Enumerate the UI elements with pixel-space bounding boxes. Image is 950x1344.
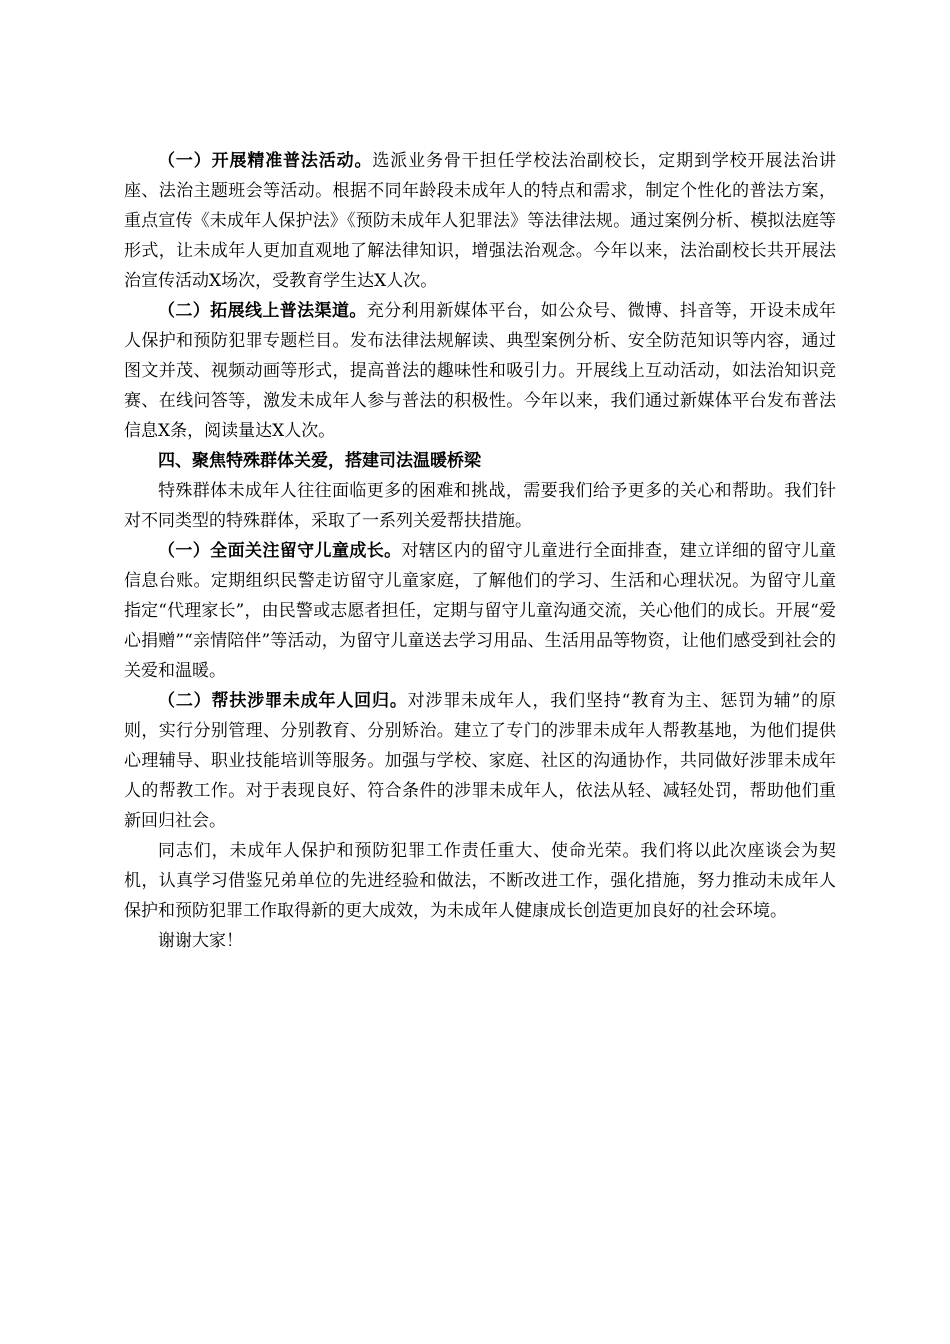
paragraph-lead: （二）帮扶涉罪未成年人回归。 <box>158 691 408 711</box>
paragraph-online-channels <box>124 296 836 446</box>
paragraph-text: 对辖区内的留守儿童进行全面排查，建立详细的留守儿童信息台账。定期组织民警走访留守儿童家庭，了解他们的学习、生活和心理状况。为留守儿童指定“代理家长”，由民警或志愿者担任，定期与留守儿童沟通交流，关心他们的成长。开展“爱心捐赠”“亲情陪伴”等活动，为留守儿童送去学习用品、生活用品等物资，让他们感受到社会的关爱和温暖。 <box>124 541 837 681</box>
paragraph-intro <box>124 476 836 536</box>
paragraph-thanks <box>124 926 836 956</box>
paragraph-text: 对涉罪未成年人，我们坚持“教育为主、惩罚为辅”的原则，实行分别管理、分别教育、分别矫治。建立了专门的涉罪未成年人帮教基地，为他们提供心理辅导、职业技能培训等服务。加强与学校、家庭、社区的沟通协作，共同做好涉罪未成年人的帮教工作。对于表现良好、符合条件的涉罪未成年人，依法从轻、减轻处罚，帮助他们重新回归社会。 <box>124 691 837 831</box>
paragraph-offender-reintegration <box>124 686 836 836</box>
paragraph-online-offline-activities <box>124 146 836 296</box>
paragraph-text: 选派业务骨干担任学校法治副校长，定期到学校开展法治讲座、法治主题班会等活动。根据不同年龄段未成年人的特点和需求，制定个性化的普法方案，重点宣传《未成年人保护法》《预防未成年人犯罪法》等法律法规。通过案例分析、模拟法庭等形式，让未成年人更加直观地了解法律知识，增强法治观念。今年以来，法治副校长共开展法治宣传活动X场次，受教育学生达X人次。 <box>124 151 837 291</box>
paragraph-text: 充分利用新媒体平台，如公众号、微博、抖音等，开设未成年人保护和预防犯罪专题栏目。发布法律法规解读、典型案例分析、安全防范知识等内容，通过图文并茂、视频动画等形式，提高普法的趣味性和吸引力。开展线上互动活动，如法治知识竞赛、在线问答等，激发未成年人参与普法的积极性。今年以来，我们通过新媒体平台发布普法信息X条，阅读量达X人次。 <box>124 301 837 441</box>
paragraph-lead: （二）拓展线上普法渠道。 <box>158 301 367 321</box>
paragraph-lead: （一）开展精准普法活动。 <box>158 151 373 171</box>
paragraph-text: 同志们，未成年人保护和预防犯罪工作责任重大、使命光荣。我们将以此次座谈会为契机，认真学习借鉴兄弟单位的先进经验和做法，不断改进工作，强化措施，努力推动未成年人保护和预防犯罪工作取得新的更大成效，为未成年人健康成长创造更加良好的社会环境。 <box>124 841 836 921</box>
paragraph-left-behind-children <box>124 536 836 686</box>
document-page <box>124 146 836 956</box>
paragraph-closing <box>124 836 836 926</box>
paragraph-lead: （一）全面关注留守儿童成长。 <box>158 541 402 561</box>
paragraph-text: 谢谢大家！ <box>158 931 243 951</box>
section-heading: 四、聚焦特殊群体关爱，搭建司法温暖桥梁 <box>158 451 481 471</box>
paragraph-text: 特殊群体未成年人往往面临更多的困难和挑战，需要我们给予更多的关心和帮助。我们针对不同类型的特殊群体，采取了一系列关爱帮扶措施。 <box>124 481 836 531</box>
